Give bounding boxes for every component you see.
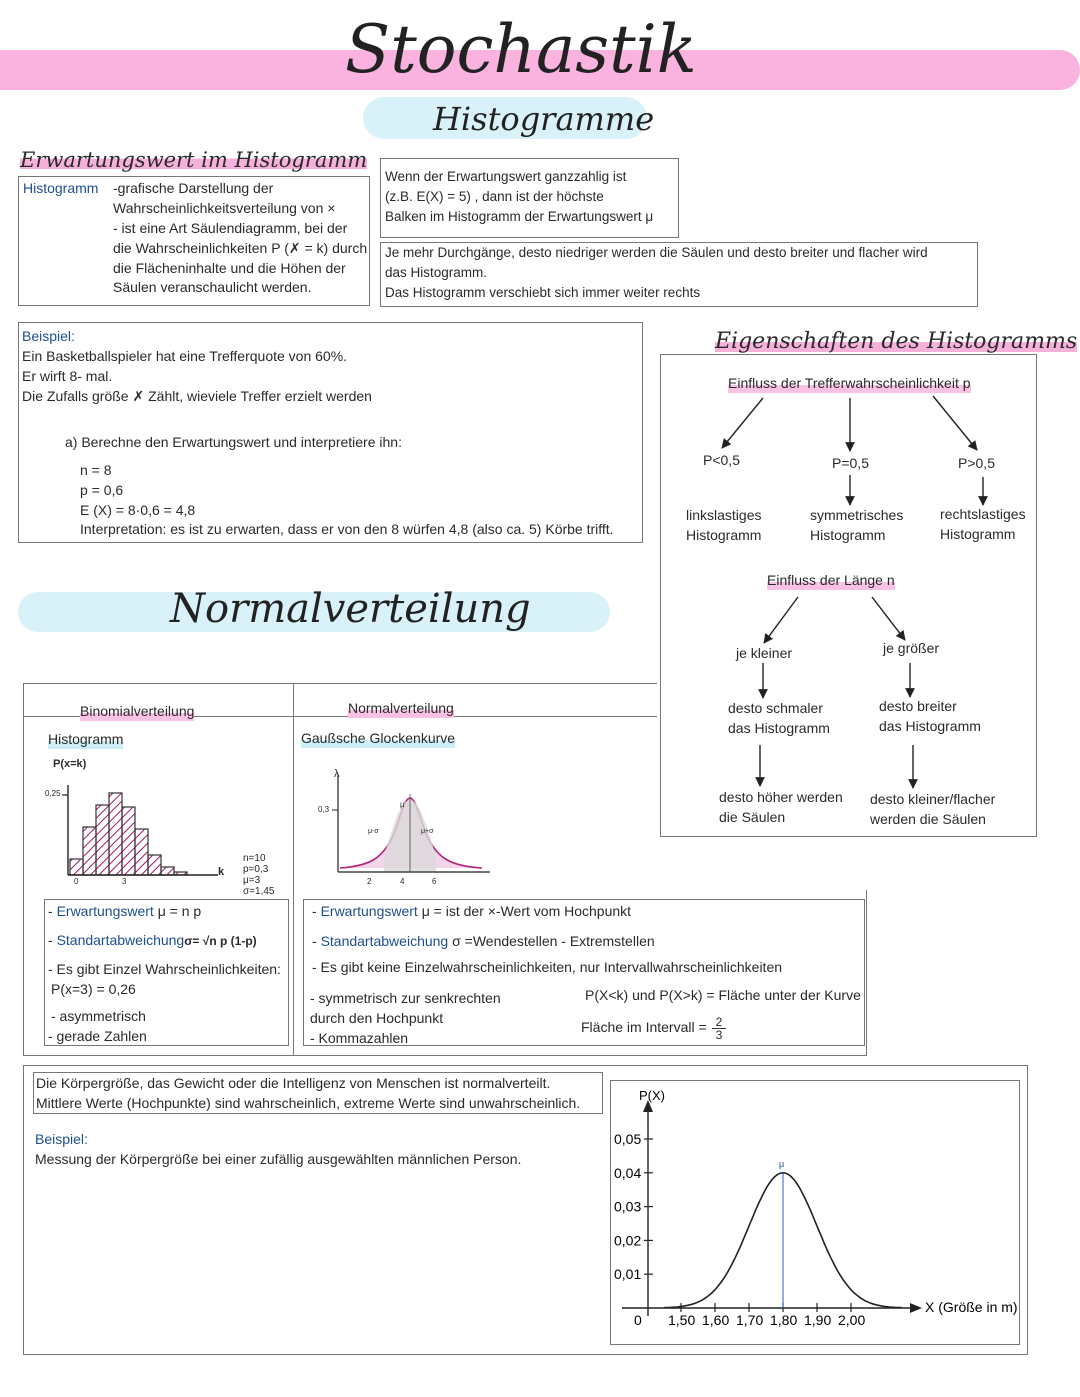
y-tick-label: 0,01 (614, 1266, 642, 1283)
koerper-line-1: Die Körpergröße, das Gewicht oder die Intelligenz von Menschen ist normalverteilt. (36, 1075, 551, 1091)
normal-sd-label: Standartabweichung (320, 933, 449, 949)
ganzzahlig-line-1: Wenn der Erwartungswert ganzzahlig ist (385, 169, 627, 184)
binom-ew-rest: μ = n p (157, 903, 202, 919)
mu-label: μ (779, 1158, 785, 1169)
binom-x-label: k (218, 866, 225, 878)
binom-asym: - asymmetrisch (51, 1008, 146, 1024)
def-line-2: Wahrscheinlichkeitsverteilung von × (113, 200, 336, 216)
groesser-line-4: werden die Säulen (870, 811, 986, 827)
gauss-xtick-6: 6 (432, 877, 437, 886)
binom-param-mu: μ=3 (243, 875, 261, 886)
koerper-beispiel-text: Messung der Körpergröße bei einer zufällig ausgewählten männlichen Person. (35, 1151, 522, 1167)
x-axis-arrow (910, 1303, 922, 1313)
normal-ew-label: Erwartungswert (320, 903, 418, 919)
gauss-xtick-4: 4 (400, 877, 405, 886)
x-tick-label: 1,80 (770, 1312, 798, 1328)
x-tick-label: 1,90 (804, 1312, 832, 1328)
groesser-line-3: desto kleiner/flacher (870, 791, 996, 807)
eigenschaften-heading: Eigenschaften des Histogramms (715, 329, 1078, 354)
normal-intervall: - Es gibt keine Einzelwahrscheinlichkeiten, nur Intervallwahrscheinlichkeiten (312, 959, 783, 975)
normal-flaeche: P(X<k) und P(X>k) = Fläche unter der Kurve (585, 987, 861, 1003)
fraction-den: 3 (715, 1028, 723, 1042)
x-tick-label: 2,00 (838, 1312, 866, 1328)
beispiel-line-3: Die Zufalls größe ✗ Zählt, wieviele Treffer erzielt werden (22, 388, 372, 404)
binom-xtick-3: 3 (122, 877, 127, 886)
fraction-num: 2 (712, 1016, 726, 1029)
binom-param-sigma: σ=1,45 (243, 886, 275, 897)
normal-intervall-flaeche: Fläche im Intervall = (581, 1019, 707, 1035)
durchgaenge-line-3: Das Histogramm verschiebt sich immer weiter rechts (385, 285, 701, 300)
binom-xtick-0: 0 (74, 877, 79, 886)
beispiel-line-2: Er wirft 8- mal. (22, 368, 113, 384)
groesser-line-2: das Histogramm (879, 718, 981, 734)
normal-heading: Normalverteilung (170, 586, 531, 632)
y-tick-label: 0,02 (614, 1232, 642, 1249)
durchgaenge-line-2: das Histogramm. (385, 265, 488, 280)
sub-normal: Gaußsche Glockenkurve (301, 730, 456, 746)
koerper-line-2: Mittlere Werte (Hochpunkte) sind wahrscheinlich, extreme Werte sind unwahrscheinlich. (36, 1095, 581, 1111)
normal-ew-rest: μ = ist der ×-Wert vom Hochpunkt (421, 903, 632, 919)
gauss-xtick-2: 2 (367, 877, 372, 886)
kleiner-line-3: desto höher werden (719, 789, 843, 805)
normal-sym-1: - symmetrisch zur senkrechten (310, 990, 501, 1006)
einfluss-n: Einfluss der Länge n (767, 572, 895, 588)
binom-param-p: p=0,3 (243, 864, 269, 875)
case-result-3a: rechtslastiges (940, 506, 1026, 522)
erwartung-heading: Erwartungswert im Histogramm (20, 148, 368, 172)
histogramm-term: Histogramm (23, 180, 99, 196)
page-title: Stochastik (345, 11, 697, 88)
case-result-2a: symmetrisches (810, 507, 904, 523)
normal-komma: - Kommazahlen (310, 1030, 409, 1046)
calc-ew: E (X) = 8·0,6 = 4,8 (80, 502, 196, 518)
gauss-left: μ-σ (368, 828, 379, 835)
binom-sd-formula: σ= √n p (1-p) (184, 934, 257, 948)
case-cond-1: P<0,5 (703, 452, 740, 468)
binom-einzel-1: - Es gibt Einzel Wahrscheinlichkeiten: (48, 961, 281, 977)
binom-ew: - Erwartungswert μ = n p (48, 903, 202, 919)
gauss-mu: μ (400, 800, 405, 809)
binom-param-n: n=10 (243, 853, 266, 864)
groesser-line-1: desto breiter (879, 698, 957, 714)
subtitle: Histogramme (433, 100, 655, 138)
y-tick-label: 0,03 (614, 1198, 642, 1215)
binom-sd-label: Standartabweichung (56, 932, 185, 948)
einfluss-p: Einfluss der Trefferwahrscheinlichkeit p (728, 375, 971, 391)
y-axis-label: P(X) (639, 1088, 665, 1103)
normal-ew: - Erwartungswert μ = ist der ×-Wert vom Hochpunkt (312, 903, 632, 919)
beispiel-label: Beispiel: (22, 328, 75, 344)
binom-gerade: - gerade Zahlen (48, 1028, 147, 1044)
koerper-beispiel-label: Beispiel: (35, 1131, 88, 1147)
calc-p: p = 0,6 (80, 482, 124, 498)
x-axis-label: X (Größe in m) (925, 1299, 1018, 1315)
beispiel-line-1: Ein Basketballspieler hat eine Trefferquote von 60%. (22, 348, 348, 364)
def-line-1: -grafische Darstellung der (113, 180, 274, 196)
binom-tick: 0,25 (45, 789, 61, 798)
gauss-right: μ+σ (421, 828, 434, 835)
kleiner-line-2: das Histogramm (728, 720, 830, 736)
x-tick-label: 1,50 (668, 1312, 696, 1328)
col-normal: Normalverteilung (348, 700, 454, 716)
interpretation: Interpretation: es ist zu erwarten, dass er von den 8 würfen 4,8 (also ca. 5) Körbe trifft. (80, 521, 614, 537)
kleiner-line-1: desto schmaler (728, 700, 823, 716)
normal-sd-rest: σ =Wendestellen - Extremstellen (452, 933, 655, 949)
calc-n: n = 8 (80, 462, 112, 478)
case-result-3b: Histogramm (940, 526, 1016, 542)
je-kleiner: je kleiner (736, 645, 793, 661)
normal-sd: - Standartabweichung σ =Wendestellen - Extremstellen (312, 933, 655, 949)
case-result-1a: linkslastiges (686, 507, 762, 523)
gauss-tick: 0,3 (318, 805, 330, 814)
y-tick-label: 0,04 (614, 1164, 642, 1181)
x-tick-label: 1,70 (736, 1312, 764, 1328)
case-result-1b: Histogramm (686, 527, 762, 543)
binom-einzel-2: P(x=3) = 0,26 (51, 981, 136, 997)
je-groesser: je größer (883, 640, 940, 656)
normal-sym-2: durch den Hochpunkt (310, 1010, 444, 1026)
col-binom: Binomialverteilung (80, 703, 195, 719)
case-result-2b: Histogramm (810, 527, 886, 543)
case-cond-2: P=0,5 (832, 455, 869, 471)
binom-ew-label: Erwartungswert (56, 903, 154, 919)
beispiel-task: a) Berechne den Erwartungswert und interpretiere ihn: (65, 434, 402, 450)
kleiner-line-4: die Säulen (719, 809, 786, 825)
binom-y-label: P(x=k) (53, 758, 87, 770)
binom-sd: - Standartabweichungσ= √n p (1-p) (48, 932, 257, 948)
def-line-6: Säulen veranschaulicht werden. (113, 279, 312, 295)
ganzzahlig-line-3: Balken im Histogramm der Erwartungswert μ (385, 209, 654, 224)
x-tick-label: 1,60 (702, 1312, 730, 1328)
y-tick-label: 0,05 (614, 1131, 642, 1147)
sub-binom: Histogramm (48, 731, 124, 747)
case-cond-3: P>0,5 (958, 455, 995, 471)
origin-label: 0 (634, 1312, 642, 1328)
def-line-3: - ist eine Art Säulendiagramm, bei der (113, 220, 348, 236)
ganzzahlig-line-2: (z.B. E(X) = 5) , dann ist der höchste (385, 189, 604, 204)
def-line-4: die Wahrscheinlichkeiten P (✗ = k) durch (113, 240, 368, 256)
def-line-5: die Flächeninhalte und die Höhen der (113, 260, 346, 276)
gauss-y-label: λ (334, 768, 340, 780)
durchgaenge-line-1: Je mehr Durchgänge, desto niedriger werden die Säulen und desto breiter und flacher wird (385, 245, 928, 260)
